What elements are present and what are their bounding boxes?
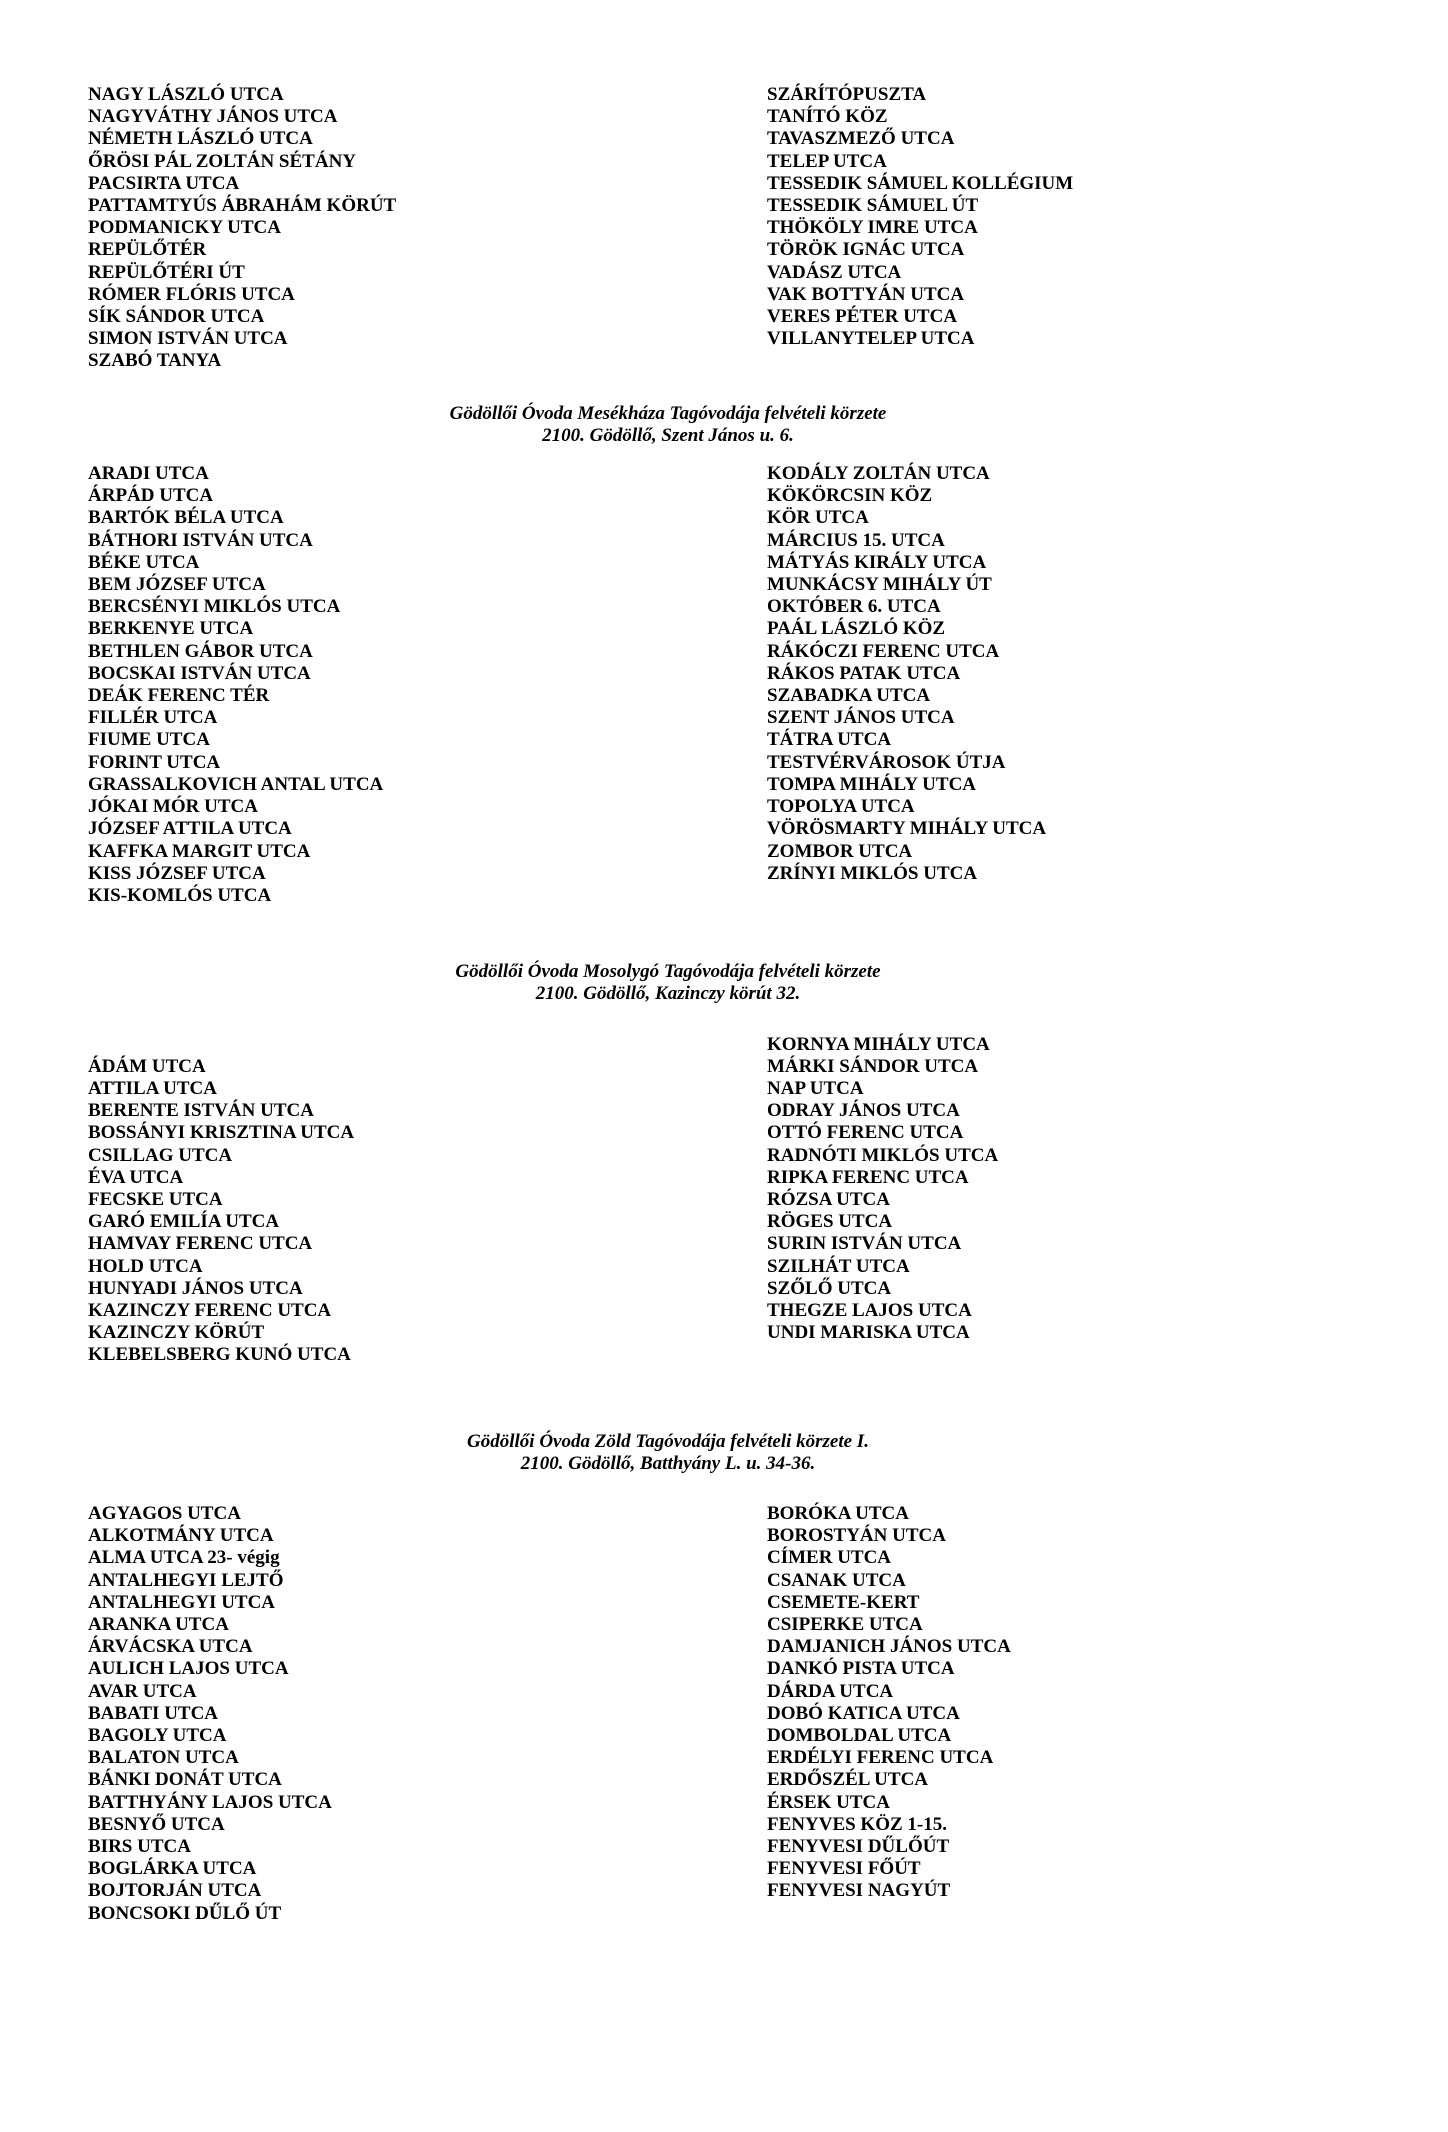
- street-item: BESNYŐ UTCA: [88, 1813, 225, 1835]
- street-item: BOJTORJÁN UTCA: [88, 1880, 262, 1902]
- street-item: TÁTRA UTCA: [767, 729, 892, 751]
- street-item: CÍMER UTCA: [767, 1547, 892, 1569]
- street-item: TÖRÖK IGNÁC UTCA: [767, 239, 965, 261]
- street-item: VADÁSZ UTCA: [767, 261, 902, 283]
- document-page: [0, 84, 1448, 2132]
- street-item: ODRAY JÁNOS UTCA: [767, 1100, 960, 1122]
- street-item: TESSEDIK SÁMUEL ÚT: [767, 195, 979, 217]
- street-item: DEÁK FERENC TÉR: [88, 685, 270, 707]
- street-item: ALKOTMÁNY UTCA: [88, 1525, 274, 1547]
- district-name-heading: Gödöllői Óvoda Zöld Tagóvodája felvételi körzete I.: [467, 1430, 869, 1452]
- street-item: ANTALHEGYI LEJTŐ: [88, 1569, 284, 1591]
- district-address-heading: 2100. Gödöllő, Szent János u. 6.: [542, 424, 794, 446]
- street-item: ÉVA UTCA: [88, 1166, 184, 1188]
- street-columns: [0, 463, 1448, 907]
- street-columns: [0, 1503, 1448, 1925]
- street-columns: [0, 1034, 1448, 1367]
- district-section: [0, 961, 1448, 1366]
- street-item: VILLANYTELEP UTCA: [767, 328, 975, 350]
- street-item: FIUME UTCA: [88, 729, 210, 751]
- street-item: TANÍTÓ KÖZ: [767, 106, 888, 128]
- street-list-left: [0, 463, 767, 907]
- street-item: HOLD UTCA: [88, 1255, 203, 1277]
- street-item: BARTÓK BÉLA UTCA: [88, 507, 284, 529]
- street-item: FENYVES KÖZ 1-15.: [767, 1813, 947, 1835]
- district-address-heading: 2100. Gödöllő, Kazinczy körút 32.: [535, 983, 801, 1005]
- street-item: RIPKA FERENC UTCA: [767, 1166, 969, 1188]
- street-item: BOGLÁRKA UTCA: [88, 1858, 257, 1880]
- street-item: BERKENYE UTCA: [88, 618, 254, 640]
- street-item: KÖKÖRCSIN KÖZ: [767, 485, 933, 507]
- street-item: KISS JÓZSEF UTCA: [88, 862, 266, 884]
- street-item: DOMBOLDAL UTCA: [767, 1724, 952, 1746]
- street-list-left: [0, 84, 767, 373]
- street-item: PACSIRTA UTCA: [88, 172, 240, 194]
- street-list-left: [0, 1503, 767, 1925]
- street-item: BETHLEN GÁBOR UTCA: [88, 640, 313, 662]
- street-item: TESSEDIK SÁMUEL KOLLÉGIUM: [767, 172, 1074, 194]
- street-item: CSIPERKE UTCA: [767, 1613, 923, 1635]
- street-item: AVAR UTCA: [88, 1680, 197, 1702]
- street-item: BÉKE UTCA: [88, 551, 200, 573]
- street-item: BOROSTYÁN UTCA: [767, 1525, 946, 1547]
- street-item: REPÜLŐTÉR: [88, 239, 207, 261]
- street-item: RÓMER FLÓRIS UTCA: [88, 283, 295, 305]
- street-item: PODMANICKY UTCA: [88, 217, 281, 239]
- street-item: RÖGES UTCA: [767, 1211, 893, 1233]
- street-item: KAZINCZY KÖRÚT: [88, 1322, 265, 1344]
- street-item: ERDŐSZÉL UTCA: [767, 1769, 929, 1791]
- street-item: KAZINCZY FERENC UTCA: [88, 1299, 332, 1321]
- street-item: MUNKÁCSY MIHÁLY ÚT: [767, 574, 992, 596]
- street-item: RADNÓTI MIKLÓS UTCA: [767, 1144, 999, 1166]
- street-item: SZENT JÁNOS UTCA: [767, 707, 955, 729]
- district-section: [0, 403, 1448, 907]
- street-item: BIRS UTCA: [88, 1836, 191, 1857]
- street-item: SZILHÁT UTCA: [767, 1255, 910, 1277]
- street-item: NAGY LÁSZLÓ UTCA: [88, 84, 284, 105]
- street-item: SIMON ISTVÁN UTCA: [88, 328, 288, 350]
- street-item: VERES PÉTER UTCA: [767, 306, 958, 328]
- street-item: DOBÓ KATICA UTCA: [767, 1702, 960, 1724]
- street-item: HAMVAY FERENC UTCA: [88, 1233, 313, 1255]
- street-item: ÁRVÁCSKA UTCA: [88, 1636, 253, 1658]
- street-item: ÁDÁM UTCA: [88, 1055, 206, 1077]
- street-item: FENYVESI NAGYÚT: [767, 1880, 951, 1902]
- street-item: OKTÓBER 6. UTCA: [767, 596, 941, 618]
- street-item: RÓZSA UTCA: [767, 1188, 890, 1210]
- street-item: JÓKAI MÓR UTCA: [88, 796, 258, 818]
- street-item: BEM JÓZSEF UTCA: [88, 574, 266, 596]
- street-item: ÁRPÁD UTCA: [88, 485, 214, 507]
- street-item: FENYVESI FŐÚT: [767, 1858, 921, 1880]
- street-item: FILLÉR UTCA: [88, 707, 218, 729]
- street-item: CSILLAG UTCA: [88, 1144, 233, 1166]
- district-address-heading: 2100. Gödöllő, Batthyány L. u. 34-36.: [520, 1452, 816, 1474]
- street-item: REPÜLŐTÉRI ÚT: [88, 261, 245, 283]
- street-list-right: [767, 1034, 998, 1345]
- street-item: VÖRÖSMARTY MIHÁLY UTCA: [767, 818, 1047, 840]
- street-item: PATTAMTYÚS ÁBRAHÁM KÖRÚT: [88, 195, 397, 217]
- district-name-heading: Gödöllői Óvoda Mosolygó Tagóvodája felvételi körzete: [455, 961, 881, 983]
- street-item: ZOMBOR UTCA: [767, 840, 913, 862]
- street-item: BATTHYÁNY LAJOS UTCA: [88, 1791, 332, 1813]
- street-item: DAMJANICH JÁNOS UTCA: [767, 1636, 1011, 1658]
- street-item: NAP UTCA: [767, 1077, 864, 1099]
- street-item: UNDI MARISKA UTCA: [767, 1322, 970, 1344]
- street-item: BÁTHORI ISTVÁN UTCA: [88, 529, 313, 551]
- street-list-left: [0, 1056, 767, 1367]
- street-item: TELEP UTCA: [767, 150, 887, 172]
- street-item: ZRÍNYI MIKLÓS UTCA: [767, 862, 978, 884]
- street-item: GRASSALKOVICH ANTAL UTCA: [88, 773, 384, 795]
- street-item: ATTILA UTCA: [88, 1077, 217, 1099]
- street-item: KAFFKA MARGIT UTCA: [88, 840, 311, 862]
- street-item: NÉMETH LÁSZLÓ UTCA: [88, 128, 313, 150]
- street-item: BOCSKAI ISTVÁN UTCA: [88, 662, 311, 684]
- street-item: BAGOLY UTCA: [88, 1724, 227, 1746]
- street-item: NAGYVÁTHY JÁNOS UTCA: [88, 106, 338, 128]
- street-item: DÁRDA UTCA: [767, 1680, 894, 1702]
- street-item: TESTVÉRVÁROSOK ÚTJA: [767, 751, 1006, 773]
- street-item: AGYAGOS UTCA: [88, 1502, 241, 1524]
- street-item: BOSSÁNYI KRISZTINA UTCA: [88, 1122, 355, 1144]
- district-name-heading: Gödöllői Óvoda Mesékháza Tagóvodája felvételi körzete: [449, 402, 887, 424]
- street-item: ÉRSEK UTCA: [767, 1791, 890, 1813]
- district-section: [0, 84, 1448, 373]
- street-item: BALATON UTCA: [88, 1747, 239, 1769]
- street-item: RÁKOS PATAK UTCA: [767, 662, 961, 684]
- street-item: HUNYADI JÁNOS UTCA: [88, 1277, 303, 1299]
- street-item: MÁRKI SÁNDOR UTCA: [767, 1055, 979, 1077]
- street-item: OTTÓ FERENC UTCA: [767, 1122, 964, 1144]
- street-item: SZÁRÍTÓPUSZTA: [767, 84, 927, 105]
- street-list-right: [767, 1503, 1011, 1903]
- street-item: THÖKÖLY IMRE UTCA: [767, 217, 978, 239]
- section-heading: [0, 403, 1336, 447]
- street-item: TOPOLYA UTCA: [767, 796, 915, 818]
- street-item: SZABADKA UTCA: [767, 685, 931, 707]
- street-item: RÁKÓCZI FERENC UTCA: [767, 640, 1000, 662]
- street-item: MÁTYÁS KIRÁLY UTCA: [767, 551, 987, 573]
- street-item: JÓZSEF ATTILA UTCA: [88, 818, 292, 840]
- street-item: CSEMETE-KERT: [767, 1591, 920, 1613]
- street-list-right: [767, 463, 1046, 885]
- street-item: KÖR UTCA: [767, 507, 869, 529]
- section-heading: [0, 1431, 1336, 1475]
- street-item: ARANKA UTCA: [88, 1613, 229, 1635]
- street-item: GARÓ EMILÍA UTCA: [88, 1211, 280, 1233]
- street-item: ERDÉLYI FERENC UTCA: [767, 1747, 994, 1769]
- street-columns: [0, 84, 1448, 373]
- street-item: BÁNKI DONÁT UTCA: [88, 1769, 282, 1791]
- street-item: TOMPA MIHÁLY UTCA: [767, 773, 977, 795]
- street-item: KODÁLY ZOLTÁN UTCA: [767, 463, 990, 485]
- street-item: MÁRCIUS 15. UTCA: [767, 529, 945, 551]
- street-item: BONCSOKI DŰLŐ ÚT: [88, 1902, 282, 1924]
- section-heading: [0, 961, 1336, 1005]
- street-item: BERCSÉNYI MIKLÓS UTCA: [88, 596, 341, 618]
- street-item: DANKÓ PISTA UTCA: [767, 1658, 955, 1680]
- street-item: AULICH LAJOS UTCA: [88, 1658, 289, 1680]
- street-item: THEGZE LAJOS UTCA: [767, 1299, 972, 1321]
- street-item: BERENTE ISTVÁN UTCA: [88, 1100, 314, 1122]
- street-item: KIS-KOMLÓS UTCA: [88, 884, 272, 906]
- street-item: KORNYA MIHÁLY UTCA: [767, 1033, 990, 1055]
- street-list-right: [767, 84, 1073, 350]
- district-section: [0, 1431, 1448, 1925]
- street-item: ALMA UTCA 23- végig: [88, 1547, 280, 1569]
- street-item: SZŐLŐ UTCA: [767, 1277, 892, 1299]
- street-item: FENYVESI DŰLŐÚT: [767, 1836, 950, 1857]
- street-item: ŐRÖSI PÁL ZOLTÁN SÉTÁNY: [88, 150, 357, 172]
- street-item: BABATI UTCA: [88, 1702, 219, 1724]
- street-item: FECSKE UTCA: [88, 1188, 223, 1210]
- street-item: KLEBELSBERG KUNÓ UTCA: [88, 1344, 351, 1366]
- street-item: SURIN ISTVÁN UTCA: [767, 1233, 962, 1255]
- street-item: VAK BOTTYÁN UTCA: [767, 283, 965, 305]
- street-item: SÍK SÁNDOR UTCA: [88, 306, 265, 328]
- street-item: CSANAK UTCA: [767, 1569, 906, 1591]
- street-item: BORÓKA UTCA: [767, 1502, 909, 1524]
- street-item: PAÁL LÁSZLÓ KÖZ: [767, 618, 946, 640]
- street-item: FORINT UTCA: [88, 751, 221, 773]
- street-item: ARADI UTCA: [88, 463, 209, 485]
- street-item: ANTALHEGYI UTCA: [88, 1591, 276, 1613]
- street-item: TAVASZMEZŐ UTCA: [767, 128, 955, 150]
- street-item: SZABÓ TANYA: [88, 350, 222, 372]
